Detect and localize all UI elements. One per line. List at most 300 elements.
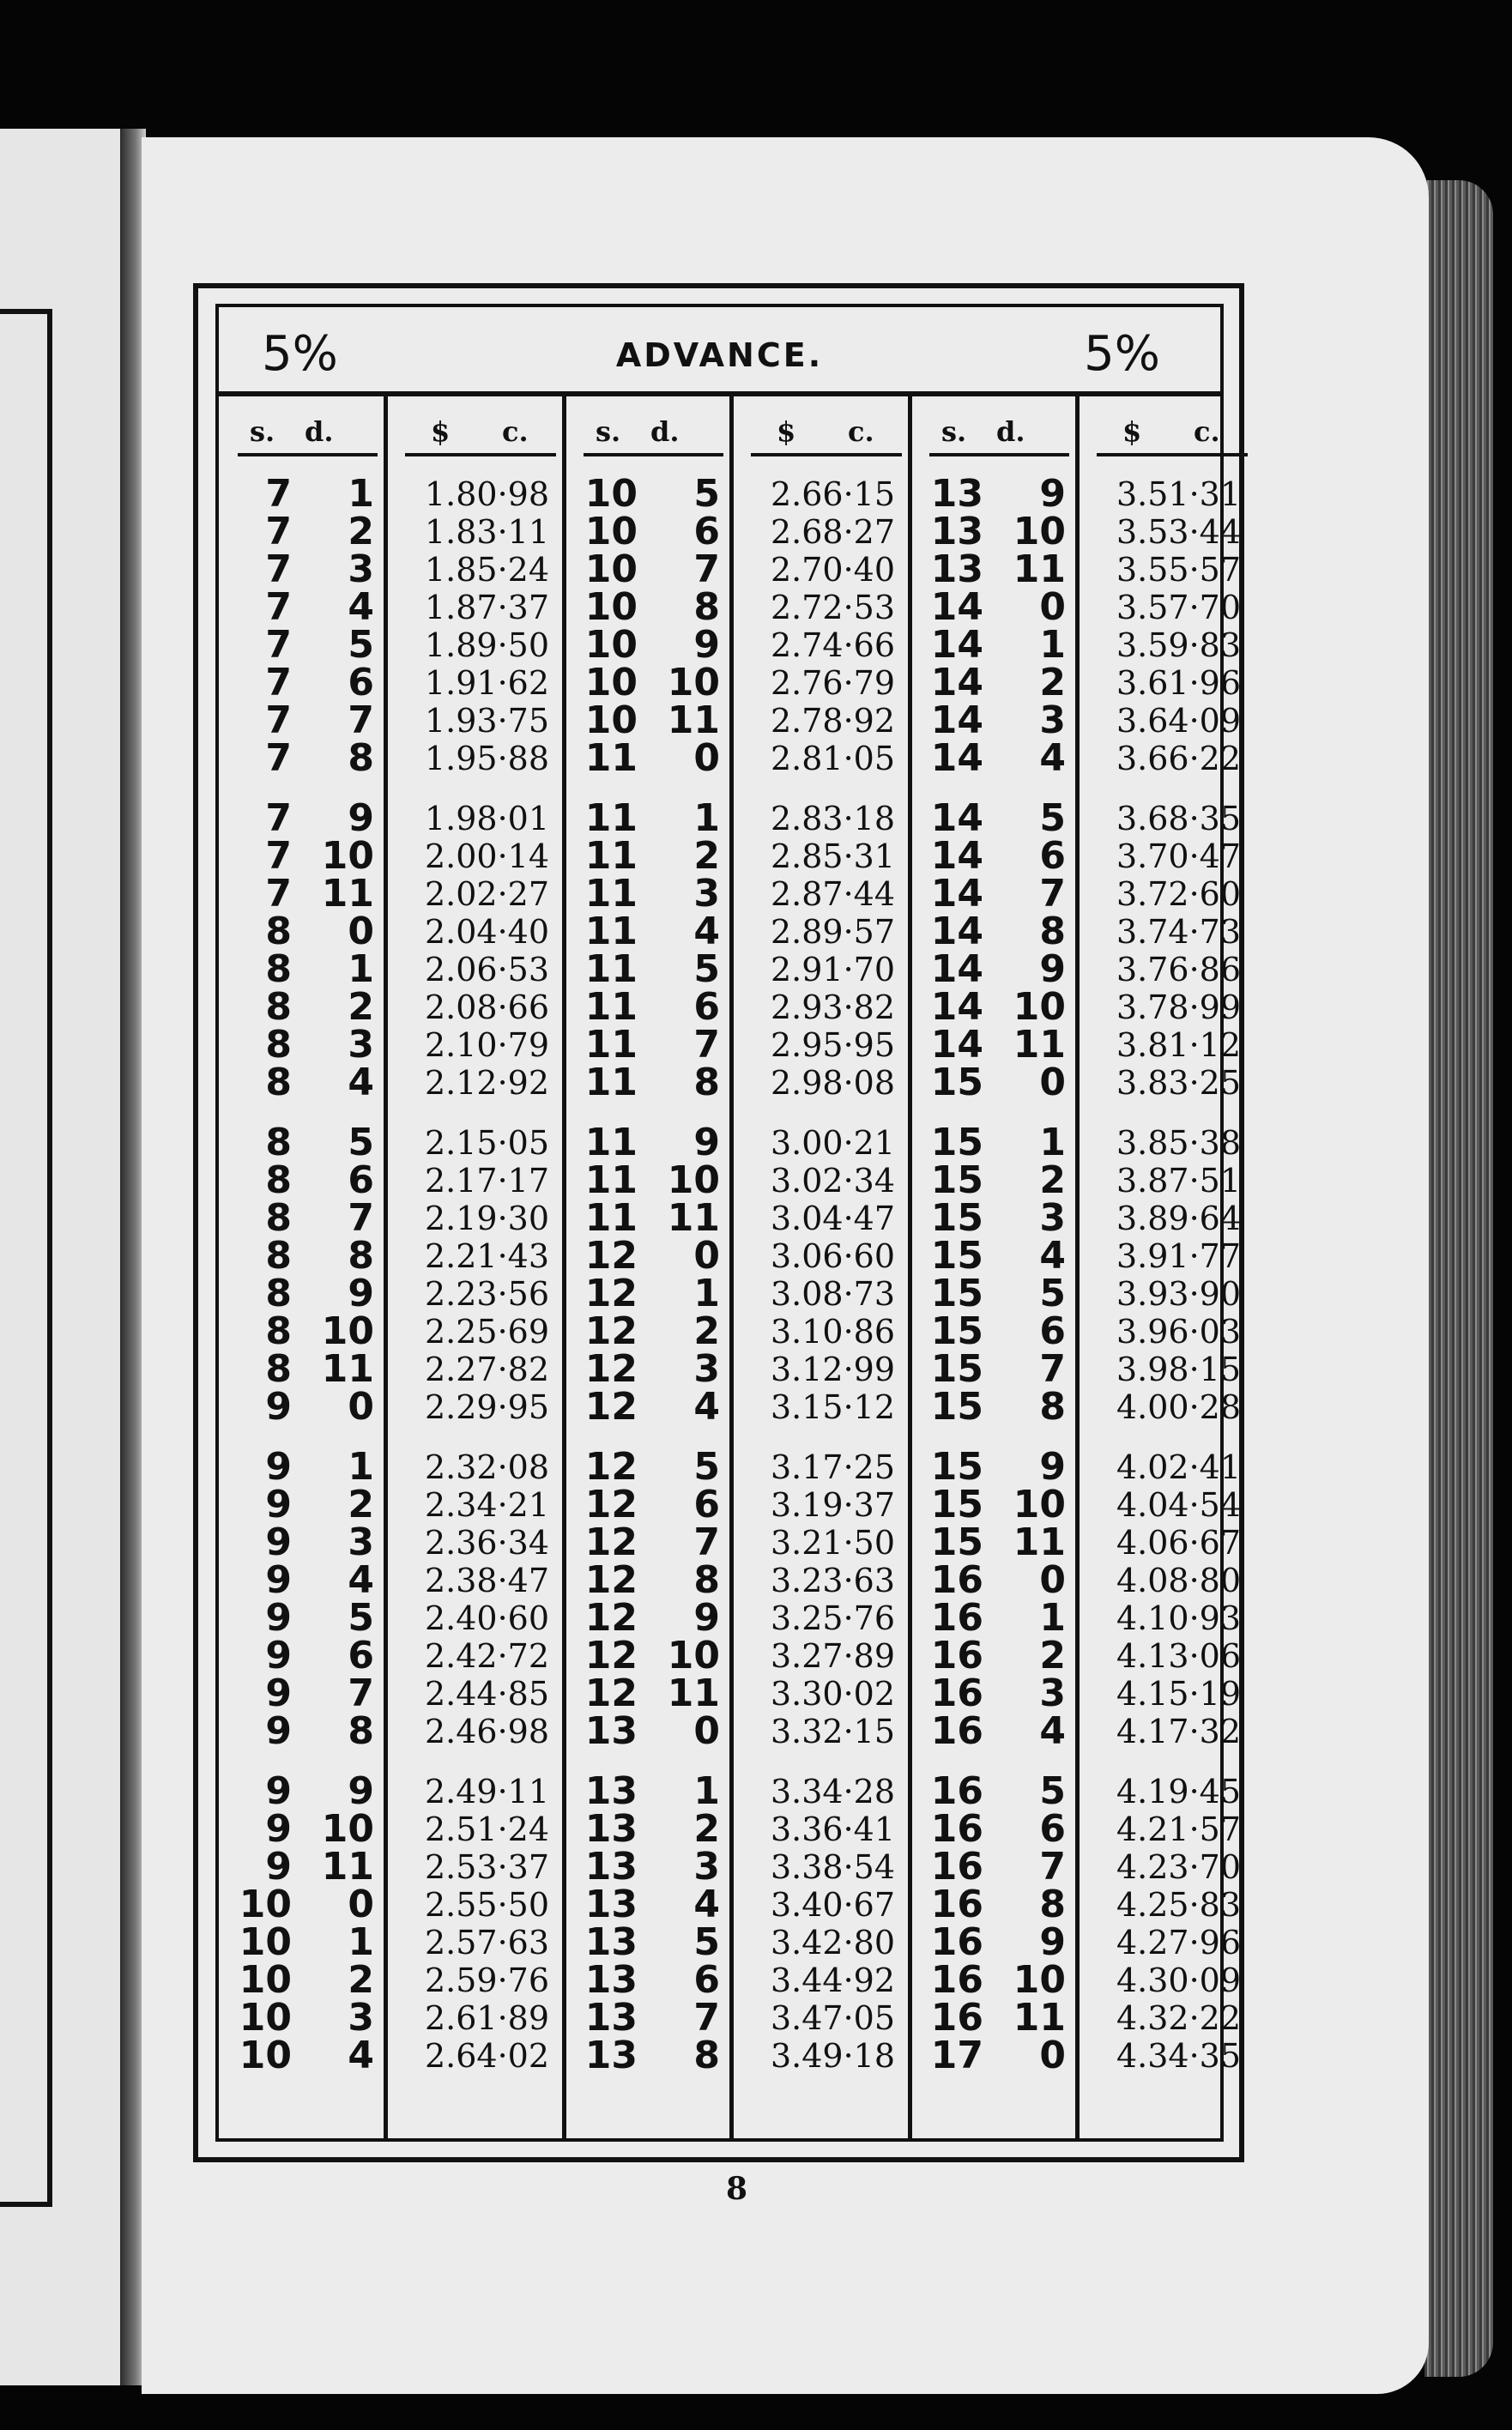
table-row bbox=[565, 736, 732, 780]
pence-value: 3 bbox=[348, 1023, 374, 1067]
shillings-value: 15 bbox=[930, 1061, 983, 1104]
shillings-value: 15 bbox=[930, 1121, 983, 1164]
pence-value: 5 bbox=[348, 1121, 374, 1164]
shillings-value: 9 bbox=[265, 1671, 292, 1715]
shillings-value: 11 bbox=[584, 796, 638, 840]
dollars-cents-value: 3.85·38 bbox=[1116, 1124, 1241, 1162]
pence-value: 3 bbox=[348, 547, 374, 591]
dollars-cents-value: 3.70·47 bbox=[1116, 837, 1241, 875]
pence-value: 9 bbox=[1039, 947, 1066, 991]
dollars-cents-value: 2.44·85 bbox=[424, 1675, 549, 1713]
pence-value: 4 bbox=[693, 1883, 720, 1926]
table-row bbox=[386, 1999, 565, 2037]
pence-value: 1 bbox=[1039, 623, 1066, 667]
table-row bbox=[219, 910, 386, 953]
dollars-cents-value: 3.64·09 bbox=[1116, 702, 1241, 740]
dollars-cents-value: 2.93·82 bbox=[770, 988, 895, 1026]
shillings-value: 13 bbox=[584, 1920, 638, 1964]
left-page bbox=[0, 129, 120, 2385]
pence-value: 0 bbox=[693, 736, 720, 780]
pence-value: 0 bbox=[348, 1385, 374, 1429]
table-row bbox=[219, 985, 386, 1029]
shillings-value: 9 bbox=[265, 1558, 292, 1602]
table-row bbox=[910, 796, 1078, 840]
table-row bbox=[386, 1026, 565, 1064]
table-row bbox=[1078, 875, 1256, 913]
table-row bbox=[732, 1237, 910, 1275]
shillings-value: 16 bbox=[930, 1845, 983, 1889]
pence-value: 0 bbox=[1039, 1061, 1066, 1104]
table-row bbox=[1078, 2037, 1256, 2075]
dollars-cents-value: 2.02·27 bbox=[424, 875, 549, 913]
table-row bbox=[219, 1385, 386, 1429]
dollars-cents-value: 3.93·90 bbox=[1116, 1275, 1241, 1313]
table-row bbox=[1078, 1124, 1256, 1162]
shillings-value: 8 bbox=[265, 910, 292, 953]
pence-value: 7 bbox=[693, 1520, 720, 1564]
dollars-cents-value: 3.27·89 bbox=[770, 1637, 895, 1675]
pence-value: 11 bbox=[321, 1347, 374, 1391]
dollars-cents-value: 4.30·09 bbox=[1116, 1962, 1241, 1999]
table-row bbox=[910, 1061, 1078, 1104]
table-row bbox=[219, 1445, 386, 1489]
table-row bbox=[732, 1713, 910, 1750]
table-row bbox=[732, 1524, 910, 1562]
pence-value: 9 bbox=[693, 1596, 720, 1640]
pence-value: 3 bbox=[348, 1996, 374, 2040]
dollars-cents-value: 3.55·57 bbox=[1116, 551, 1241, 589]
shillings-value: 14 bbox=[930, 910, 983, 953]
shillings-value: 15 bbox=[930, 1520, 983, 1564]
table-row bbox=[910, 1385, 1078, 1429]
shillings-value: 12 bbox=[584, 1234, 638, 1278]
pence-value: 8 bbox=[1039, 910, 1066, 953]
column-header bbox=[910, 405, 1078, 453]
shillings-value: 12 bbox=[584, 1385, 638, 1429]
table-row bbox=[910, 736, 1078, 780]
table-row bbox=[732, 1448, 910, 1486]
column-header-unit-1: $ bbox=[431, 415, 451, 448]
table-row bbox=[1078, 1200, 1256, 1237]
shillings-value: 10 bbox=[584, 698, 638, 742]
table-row bbox=[219, 1845, 386, 1889]
table-row bbox=[910, 472, 1078, 516]
table-row bbox=[732, 626, 910, 664]
shillings-value: 11 bbox=[584, 872, 638, 916]
column-header bbox=[732, 405, 910, 453]
pence-value: 6 bbox=[693, 985, 720, 1029]
table-row bbox=[386, 589, 565, 626]
dollars-cents-value: 4.23·70 bbox=[1116, 1848, 1241, 1886]
pence-value: 11 bbox=[1013, 547, 1066, 591]
shillings-value: 10 bbox=[584, 623, 638, 667]
dollars-cents-value: 3.00·21 bbox=[770, 1124, 895, 1162]
dollars-cents-value: 2.76·79 bbox=[770, 664, 895, 702]
dollars-cents-value: 3.15·12 bbox=[770, 1388, 895, 1426]
table-row bbox=[219, 623, 386, 667]
shillings-value: 7 bbox=[265, 834, 292, 878]
table-row bbox=[219, 1634, 386, 1677]
table-row bbox=[565, 796, 732, 840]
column-header-unit-1: s. bbox=[596, 415, 621, 448]
table-row bbox=[910, 698, 1078, 742]
dollars-cents-value: 1.87·37 bbox=[424, 589, 549, 626]
shillings-value: 7 bbox=[265, 547, 292, 591]
table-row bbox=[219, 1671, 386, 1715]
dollars-cents-value: 3.19·37 bbox=[770, 1486, 895, 1524]
table-row bbox=[386, 913, 565, 951]
pence-value: 3 bbox=[1039, 698, 1066, 742]
table-row bbox=[565, 1158, 732, 1202]
dollars-cents-value: 3.42·80 bbox=[770, 1924, 895, 1962]
pence-value: 0 bbox=[348, 910, 374, 953]
table-row bbox=[386, 1637, 565, 1675]
column-divider bbox=[562, 396, 566, 2138]
table-row bbox=[732, 875, 910, 913]
dollars-cents-value: 2.19·30 bbox=[424, 1200, 549, 1237]
dollars-cents-value: 3.02·34 bbox=[770, 1162, 895, 1200]
table-row bbox=[565, 1558, 732, 1602]
column-header-unit-1: s. bbox=[250, 415, 275, 448]
table-row bbox=[1078, 589, 1256, 626]
shillings-value: 15 bbox=[930, 1483, 983, 1526]
table-row bbox=[732, 1675, 910, 1713]
dollars-cents-value: 3.38·54 bbox=[770, 1848, 895, 1886]
table-row bbox=[565, 1023, 732, 1067]
dollars-cents-value: 3.30·02 bbox=[770, 1675, 895, 1713]
shillings-value: 16 bbox=[930, 1807, 983, 1851]
shillings-value: 9 bbox=[265, 1445, 292, 1489]
pence-value: 8 bbox=[693, 585, 720, 629]
table-row bbox=[732, 1962, 910, 1999]
column-header-underline bbox=[405, 453, 556, 456]
dollars-cents-value: 3.81·12 bbox=[1116, 1026, 1241, 1064]
pence-value: 5 bbox=[348, 623, 374, 667]
table-row bbox=[910, 1920, 1078, 1964]
table-row bbox=[1078, 475, 1256, 513]
shillings-value: 12 bbox=[584, 1347, 638, 1391]
table-row bbox=[219, 1347, 386, 1391]
shillings-value: 11 bbox=[584, 736, 638, 780]
table-row bbox=[386, 1237, 565, 1275]
column-header-unit-2: c. bbox=[848, 415, 874, 448]
table-row bbox=[732, 702, 910, 740]
table-row bbox=[565, 1121, 732, 1164]
table-row bbox=[386, 1162, 565, 1200]
pence-value: 9 bbox=[693, 1121, 720, 1164]
left-page-frame bbox=[0, 309, 52, 2207]
table-row bbox=[910, 510, 1078, 553]
table-row bbox=[219, 1483, 386, 1526]
dollars-cents-value: 4.15·19 bbox=[1116, 1675, 1241, 1713]
shillings-value: 11 bbox=[584, 1023, 638, 1067]
shillings-value: 9 bbox=[265, 1634, 292, 1677]
shillings-value: 8 bbox=[265, 1234, 292, 1278]
table-row bbox=[386, 1599, 565, 1637]
dollars-cents-value: 2.04·40 bbox=[424, 913, 549, 951]
table-row bbox=[565, 872, 732, 916]
shillings-value: 11 bbox=[584, 1196, 638, 1240]
table-row bbox=[565, 834, 732, 878]
pence-value: 4 bbox=[348, 2034, 374, 2077]
pence-value: 10 bbox=[667, 1158, 720, 1202]
table-row bbox=[910, 1883, 1078, 1926]
table-row bbox=[732, 1275, 910, 1313]
table-row bbox=[386, 1810, 565, 1848]
dollars-cents-value: 4.25·83 bbox=[1116, 1886, 1241, 1924]
table-row bbox=[219, 1883, 386, 1926]
shillings-value: 12 bbox=[584, 1558, 638, 1602]
column-header-unit-2: c. bbox=[502, 415, 529, 448]
shillings-value: 11 bbox=[584, 834, 638, 878]
table-row bbox=[1078, 951, 1256, 988]
dollars-cents-value: 3.87·51 bbox=[1116, 1162, 1241, 1200]
table-row bbox=[565, 510, 732, 553]
shillings-value: 10 bbox=[239, 1920, 292, 1964]
table-row bbox=[565, 547, 732, 591]
shillings-value: 16 bbox=[930, 1634, 983, 1677]
shillings-value: 14 bbox=[930, 736, 983, 780]
shillings-value: 15 bbox=[930, 1234, 983, 1278]
table-row bbox=[910, 1634, 1078, 1677]
table-row bbox=[219, 1958, 386, 2002]
shillings-value: 16 bbox=[930, 1558, 983, 1602]
pence-value: 1 bbox=[348, 1920, 374, 1964]
table-row bbox=[1078, 837, 1256, 875]
table-row bbox=[910, 1196, 1078, 1240]
table-row bbox=[732, 1773, 910, 1810]
pence-value: 7 bbox=[348, 698, 374, 742]
dollars-cents-value: 2.70·40 bbox=[770, 551, 895, 589]
pence-value: 11 bbox=[667, 1671, 720, 1715]
table-row bbox=[1078, 740, 1256, 777]
table-row bbox=[732, 1124, 910, 1162]
dollars-cents-value: 3.06·60 bbox=[770, 1237, 895, 1275]
table-row bbox=[386, 1675, 565, 1713]
table-row bbox=[565, 1445, 732, 1489]
table-row bbox=[1078, 1924, 1256, 1962]
column-header-underline bbox=[929, 453, 1069, 456]
pence-value: 5 bbox=[693, 1445, 720, 1489]
header-title: ADVANCE. bbox=[615, 336, 824, 374]
table-row bbox=[910, 872, 1078, 916]
shillings-value: 16 bbox=[930, 1996, 983, 2040]
table-row bbox=[386, 1962, 565, 1999]
dollars-cents-value: 4.00·28 bbox=[1116, 1388, 1241, 1426]
dollars-cents-value: 3.76·86 bbox=[1116, 951, 1241, 988]
pence-value: 11 bbox=[321, 1845, 374, 1889]
pence-value: 9 bbox=[1039, 1445, 1066, 1489]
table-row bbox=[565, 1883, 732, 1926]
pence-value: 8 bbox=[348, 736, 374, 780]
table-row bbox=[565, 1385, 732, 1429]
shillings-value: 13 bbox=[584, 1769, 638, 1813]
shillings-pence-column-3 bbox=[910, 396, 1078, 2138]
pence-value: 2 bbox=[1039, 1634, 1066, 1677]
table-row bbox=[910, 1121, 1078, 1164]
dollars-cents-value: 3.59·83 bbox=[1116, 626, 1241, 664]
dollars-cents-value: 4.02·41 bbox=[1116, 1448, 1241, 1486]
shillings-value: 13 bbox=[584, 1958, 638, 2002]
pence-value: 0 bbox=[348, 1883, 374, 1926]
table-row bbox=[910, 1347, 1078, 1391]
table-inner-frame bbox=[215, 304, 1241, 2142]
dollars-cents-value: 2.83·18 bbox=[770, 800, 895, 837]
pence-value: 10 bbox=[1013, 510, 1066, 553]
shillings-value: 8 bbox=[265, 1121, 292, 1164]
table-row bbox=[219, 547, 386, 591]
shillings-value: 12 bbox=[584, 1309, 638, 1353]
dollars-cents-value: 3.36·41 bbox=[770, 1810, 895, 1848]
table-row bbox=[565, 1958, 732, 2002]
table-row bbox=[1078, 1675, 1256, 1713]
table-row bbox=[565, 1709, 732, 1753]
column-header bbox=[219, 405, 386, 453]
column-divider bbox=[908, 396, 912, 2138]
shillings-value: 14 bbox=[930, 661, 983, 704]
pence-value: 4 bbox=[1039, 736, 1066, 780]
table-row bbox=[1078, 1162, 1256, 1200]
pence-value: 5 bbox=[1039, 796, 1066, 840]
table-row bbox=[732, 1026, 910, 1064]
table-row bbox=[1078, 1064, 1256, 1102]
shillings-value: 10 bbox=[239, 1883, 292, 1926]
table-row bbox=[565, 1061, 732, 1104]
dollars-cents-value: 3.10·86 bbox=[770, 1313, 895, 1351]
dollars-cents-value: 3.23·63 bbox=[770, 1562, 895, 1599]
table-row bbox=[910, 1272, 1078, 1315]
dollars-cents-value: 2.15·05 bbox=[424, 1124, 549, 1162]
pence-value: 1 bbox=[348, 1445, 374, 1489]
pence-value: 5 bbox=[348, 1596, 374, 1640]
dollars-cents-value: 2.51·24 bbox=[424, 1810, 549, 1848]
pence-value: 4 bbox=[693, 910, 720, 953]
table-row bbox=[386, 475, 565, 513]
shillings-value: 11 bbox=[584, 1061, 638, 1104]
pence-value: 5 bbox=[1039, 1769, 1066, 1813]
pence-value: 8 bbox=[693, 1061, 720, 1104]
shillings-value: 14 bbox=[930, 585, 983, 629]
shillings-value: 15 bbox=[930, 1347, 983, 1391]
pence-value: 5 bbox=[693, 947, 720, 991]
shillings-value: 10 bbox=[239, 1958, 292, 2002]
column-header-unit-2: d. bbox=[305, 415, 334, 448]
table-row bbox=[732, 2037, 910, 2075]
table-row bbox=[1078, 1637, 1256, 1675]
dollars-cents-column-2 bbox=[732, 396, 910, 2138]
table-row bbox=[732, 1162, 910, 1200]
pence-value: 8 bbox=[693, 1558, 720, 1602]
table-row bbox=[565, 661, 732, 704]
table-row bbox=[386, 1524, 565, 1562]
table-row bbox=[565, 1483, 732, 1526]
table-row bbox=[386, 1713, 565, 1750]
table-row bbox=[565, 1234, 732, 1278]
dollars-cents-value: 2.91·70 bbox=[770, 951, 895, 988]
table-row bbox=[1078, 1599, 1256, 1637]
shillings-value: 10 bbox=[239, 1996, 292, 2040]
table-row bbox=[910, 1445, 1078, 1489]
column-divider bbox=[384, 396, 388, 2138]
shillings-value: 13 bbox=[930, 472, 983, 516]
table-row bbox=[732, 1637, 910, 1675]
dollars-cents-value: 3.34·28 bbox=[770, 1773, 895, 1810]
dollars-cents-value: 3.89·64 bbox=[1116, 1200, 1241, 1237]
table-row bbox=[565, 2034, 732, 2077]
dollars-cents-value: 2.42·72 bbox=[424, 1637, 549, 1675]
shillings-value: 7 bbox=[265, 472, 292, 516]
dollars-cents-value: 2.61·89 bbox=[424, 1999, 549, 2037]
pence-value: 3 bbox=[1039, 1196, 1066, 1240]
dollars-cents-value: 3.61·96 bbox=[1116, 664, 1241, 702]
shillings-value: 11 bbox=[584, 1121, 638, 1164]
table-row bbox=[1078, 664, 1256, 702]
table-row bbox=[910, 1996, 1078, 2040]
dollars-cents-value: 2.12·92 bbox=[424, 1064, 549, 1102]
shillings-value: 8 bbox=[265, 947, 292, 991]
pence-value: 9 bbox=[1039, 472, 1066, 516]
dollars-cents-value: 2.38·47 bbox=[424, 1562, 549, 1599]
shillings-value: 9 bbox=[265, 1483, 292, 1526]
table-row bbox=[732, 1388, 910, 1426]
shillings-value: 7 bbox=[265, 623, 292, 667]
table-row bbox=[386, 1448, 565, 1486]
column-header-unit-2: c. bbox=[1194, 415, 1220, 448]
shillings-value: 7 bbox=[265, 796, 292, 840]
table-row bbox=[386, 1313, 565, 1351]
pence-value: 3 bbox=[693, 872, 720, 916]
table-row bbox=[565, 1596, 732, 1640]
pence-value: 6 bbox=[348, 1634, 374, 1677]
shillings-value: 8 bbox=[265, 1061, 292, 1104]
shillings-value: 8 bbox=[265, 1196, 292, 1240]
dollars-cents-value: 4.32·22 bbox=[1116, 1999, 1241, 2037]
shillings-value: 13 bbox=[930, 547, 983, 591]
table-row bbox=[565, 1309, 732, 1353]
dollars-cents-value: 1.91·62 bbox=[424, 664, 549, 702]
pence-value: 3 bbox=[693, 1845, 720, 1889]
table-row bbox=[732, 1486, 910, 1524]
pence-value: 5 bbox=[693, 472, 720, 516]
shillings-value: 8 bbox=[265, 1023, 292, 1067]
dollars-cents-value: 4.13·06 bbox=[1116, 1637, 1241, 1675]
table-row bbox=[1078, 1848, 1256, 1886]
table-row bbox=[732, 475, 910, 513]
dollars-cents-value: 2.27·82 bbox=[424, 1351, 549, 1388]
pence-value: 6 bbox=[1039, 1807, 1066, 1851]
pence-value: 9 bbox=[348, 1272, 374, 1315]
table-row bbox=[732, 589, 910, 626]
pence-value: 10 bbox=[1013, 1483, 1066, 1526]
dollars-cents-value: 1.98·01 bbox=[424, 800, 549, 837]
shillings-value: 13 bbox=[584, 1709, 638, 1753]
table-row bbox=[1078, 551, 1256, 589]
dollars-cents-value: 3.51·31 bbox=[1116, 475, 1241, 513]
column-header-underline bbox=[751, 453, 902, 456]
dollars-cents-value: 4.21·57 bbox=[1116, 1810, 1241, 1848]
header-percent-left: 5% bbox=[262, 326, 338, 382]
pence-value: 0 bbox=[693, 1234, 720, 1278]
pence-value: 8 bbox=[1039, 1385, 1066, 1429]
pence-value: 7 bbox=[693, 1996, 720, 2040]
pence-value: 11 bbox=[1013, 1023, 1066, 1067]
pence-value: 0 bbox=[1039, 585, 1066, 629]
pence-value: 6 bbox=[1039, 1309, 1066, 1353]
dollars-cents-value: 3.04·47 bbox=[770, 1200, 895, 1237]
table-row bbox=[386, 1562, 565, 1599]
table-row bbox=[1078, 513, 1256, 551]
dollars-cents-value: 3.49·18 bbox=[770, 2037, 895, 2075]
